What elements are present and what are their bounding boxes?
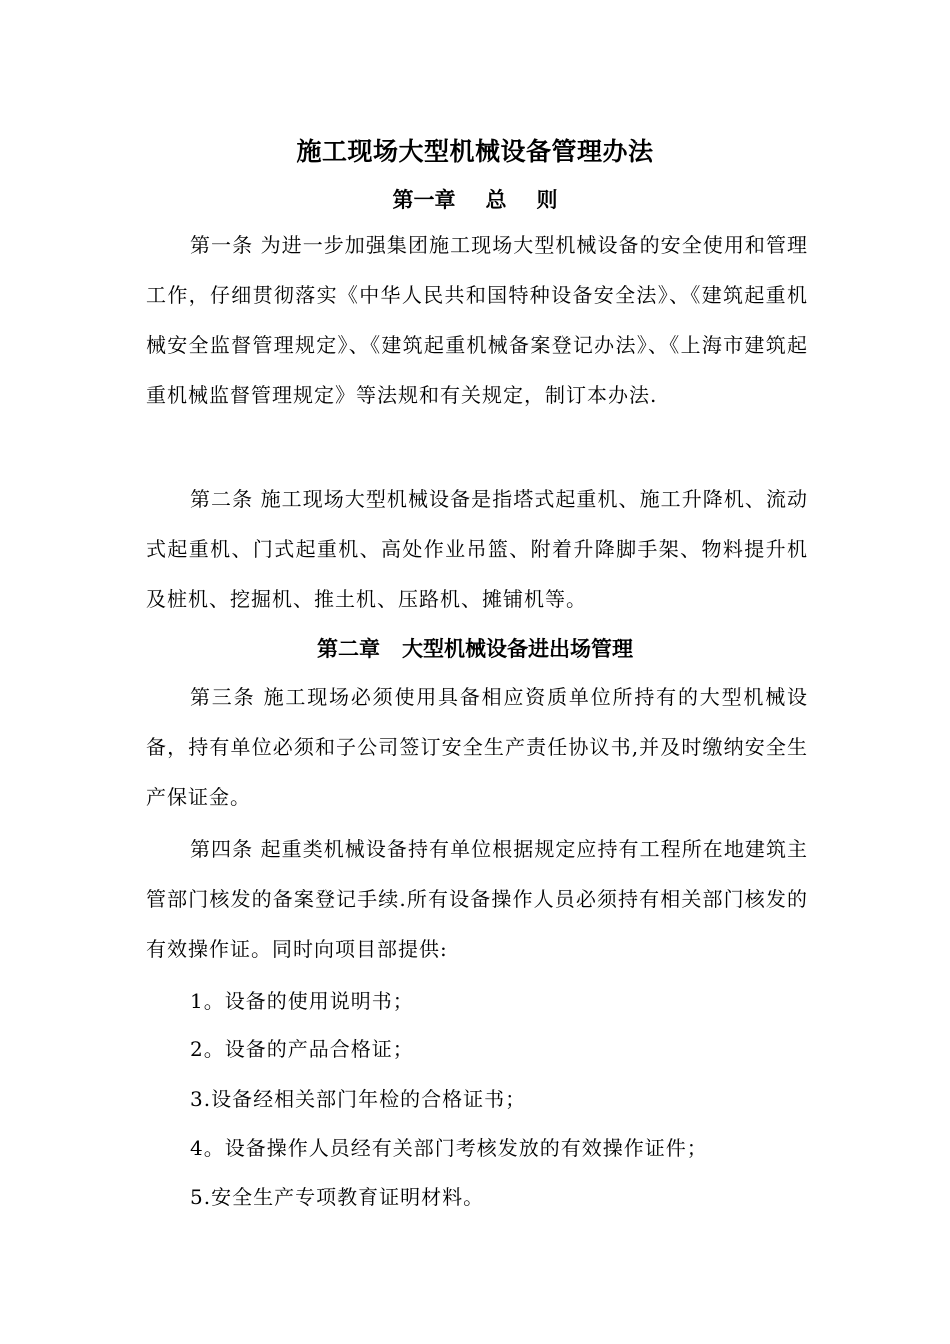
chapter-2-label: 第二章 bbox=[317, 637, 380, 661]
chapter-1-heading bbox=[0, 183, 950, 217]
chapter-1-name-part2: 则 bbox=[536, 188, 558, 212]
chapter-1-label: 第一章 bbox=[392, 188, 456, 212]
article-3: 第三条 施工现场必须使用具备相应资质单位所持有的大型机械设备，持有单位必须和子公司签订安全生产责任协议书,并及时缴纳安全生产保证金。 bbox=[146, 685, 808, 809]
article-2: 第二条 施工现场大型机械设备是指塔式起重机、施工升降机、流动式起重机、门式起重机、高处作业吊篮、附着升降脚手架、物料提升机及桩机、挖掘机、推土机、压路机、摊铺机等。 bbox=[146, 487, 808, 611]
chapter-2-name: 大型机械设备进出场管理 bbox=[402, 637, 633, 661]
list-item: 2。设备的产品合格证； bbox=[190, 1037, 414, 1061]
article-4: 第四条 起重类机械设备持有单位根据规定应持有工程所在地建筑主管部门核发的备案登记手续.所有设备操作人员必须持有相关部门核发的有效操作证。同时向项目部提供: bbox=[146, 837, 808, 961]
document-title: 施工现场大型机械设备管理办法 bbox=[296, 137, 654, 166]
list-item: 4。设备操作人员经有关部门考核发放的有效操作证件； bbox=[190, 1136, 708, 1160]
list-item: 3.设备经相关部门年检的合格证书； bbox=[190, 1087, 527, 1111]
chapter-1-name-part1: 总 bbox=[485, 188, 507, 212]
list-item: 1。设备的使用说明书； bbox=[190, 989, 414, 1013]
list-item: 5.安全生产专项教育证明材料。 bbox=[190, 1185, 485, 1209]
article-1: 第一条 为进一步加强集团施工现场大型机械设备的安全使用和管理工作，仔细贯彻落实《中华人民共和国特种设备安全法》、《建筑起重机械安全监督管理规定》、《建筑起重机械备案登记办法》、《上海市建筑起重机械监督管理规定》等法规和有关规定，制订本办法. bbox=[146, 233, 808, 407]
chapter-2-heading bbox=[0, 632, 950, 666]
